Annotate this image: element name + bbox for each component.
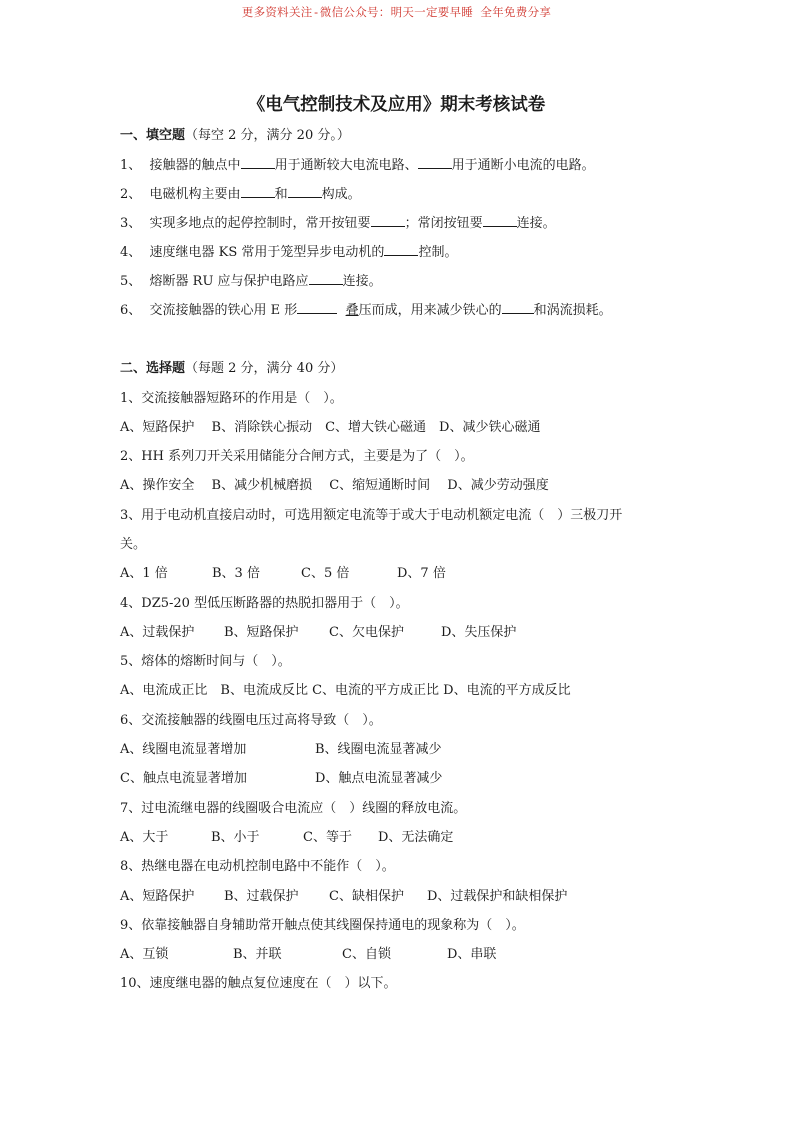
item-text: 控制。: [418, 245, 458, 260]
item-text: 叠: [345, 303, 359, 318]
option: A、1 倍: [120, 566, 168, 581]
item-number: 5、: [120, 274, 142, 289]
question-8-options: [120, 888, 620, 906]
question-1: 1、交流接触器短路环的作用是（ ）。: [120, 391, 343, 406]
item-text: ；常闭按钮要: [404, 216, 483, 231]
question-7: 7、过电流继电器的线圈吸合电流应（ ）线圈的释放电流。: [120, 801, 467, 816]
question-9: 9、依靠接触器自身辅助常开触点使其线圈保持通电的现象称为（ ）。: [120, 918, 525, 933]
answer-blank[interactable]: [297, 301, 337, 314]
question-4-options: [120, 624, 540, 642]
option: C、欠电保护: [329, 625, 404, 640]
item-text: 实现多地点的起停控制时，常开按钮要: [149, 216, 371, 231]
option: B、短路保护: [224, 625, 299, 640]
option: D、失压保护: [441, 625, 517, 640]
question-4: 4、DZ5-20 型低压断路器的热脱扣器用于（ ）。: [120, 596, 409, 611]
question-10: 10、速度继电器的触点复位速度在（ ）以下。: [120, 976, 397, 991]
answer-blank[interactable]: [418, 156, 452, 169]
section2-heading: 二、选择题: [120, 361, 186, 376]
section2-note: （每题 2 分，满分 40 分）: [185, 361, 344, 376]
promo-banner: 更多资料关注-微信公众号：明天一定要早睡 全年免费分享: [241, 5, 552, 19]
answer-blank[interactable]: [384, 243, 418, 256]
question-5: 5、熔体的熔断时间与（ ）。: [120, 654, 291, 669]
question-6-options-row1: [120, 741, 520, 759]
item-number: 1、: [120, 158, 142, 173]
item-text: 用于通断小电流的电路。: [451, 158, 595, 173]
item-text: 和涡流损耗。: [533, 303, 612, 318]
option: A、互锁: [120, 947, 169, 962]
question-6-options-row2: [120, 770, 520, 788]
option: D、串联: [447, 947, 497, 962]
option: C、等于: [303, 830, 352, 845]
item-text: 熔断器 RU 应与保护电路应: [149, 274, 309, 289]
fill-item-5: [120, 272, 382, 291]
question-9-options: [120, 946, 540, 964]
item-text: 电磁机构主要由: [149, 187, 241, 202]
question-5-options: A、电流成正比 B、电流成反比 C、电流的平方成正比 D、电流的平方成反比: [120, 683, 571, 698]
question-3-cont: 关。: [120, 537, 147, 552]
question-3: 3、用于电动机直接启动时，可选用额定电流等于或大于电动机额定电流（ ）三极刀开: [120, 508, 623, 523]
answer-blank[interactable]: [241, 185, 275, 198]
fill-item-3: [120, 214, 556, 233]
question-7-options: [120, 829, 520, 847]
option: B、3 倍: [212, 566, 260, 581]
answer-blank[interactable]: [288, 185, 322, 198]
answer-blank[interactable]: [371, 214, 405, 227]
question-6: 6、交流接触器的线圈电压过高将导致（ ）。: [120, 713, 382, 728]
option: A、大于: [120, 830, 169, 845]
item-text: 速度继电器 KS 常用于笼型异步电动机的: [149, 245, 385, 260]
item-text: 交流接触器的铁心用 E 形: [149, 303, 298, 318]
option: D、无法确定: [378, 830, 454, 845]
item-text: 压而成，用来减少铁心的: [358, 303, 502, 318]
option: C、5 倍: [301, 566, 350, 581]
option: D、触点电流显著减少: [315, 771, 443, 786]
fill-item-4: [120, 243, 457, 262]
option: B、线圈电流显著减少: [315, 742, 442, 757]
section2-heading-line: [120, 360, 343, 378]
answer-blank[interactable]: [309, 272, 343, 285]
option: A、线圈电流显著增加: [120, 742, 247, 757]
item-text: 接触器的触点中: [149, 158, 241, 173]
question-8: 8、热继电器在电动机控制电路中不能作（ ）。: [120, 859, 395, 874]
option: D、7 倍: [397, 566, 446, 581]
answer-blank[interactable]: [483, 214, 517, 227]
option: B、过载保护: [224, 889, 299, 904]
section1-heading: 一、填空题: [120, 128, 186, 143]
option: A、过载保护: [120, 625, 195, 640]
page-title: 《电气控制技术及应用》期末考核试卷: [247, 95, 546, 115]
option: D、过载保护和缺相保护: [427, 889, 568, 904]
item-text: 连接。: [342, 274, 382, 289]
option: C、触点电流显著增加: [120, 771, 247, 786]
item-number: 4、: [120, 245, 142, 260]
option: B、并联: [233, 947, 282, 962]
option: C、自锁: [342, 947, 391, 962]
question-2-options: A、操作安全 B、减少机械磨损 C、缩短通断时间 D、减少劳动强度: [120, 478, 549, 493]
option: C、缺相保护: [329, 889, 404, 904]
answer-blank[interactable]: [241, 156, 275, 169]
item-number: 3、: [120, 216, 142, 231]
fill-item-1: [120, 156, 595, 175]
fill-item-6: [120, 301, 612, 320]
question-3-options: [120, 565, 520, 583]
item-number: 6、: [120, 303, 142, 318]
item-text: 构成。: [321, 187, 361, 202]
question-1-options: A、短路保护 B、消除铁心振动 C、增大铁心磁通 D、减少铁心磁通: [120, 420, 541, 435]
item-text: 用于通断较大电流电路、: [274, 158, 418, 173]
option: B、小于: [211, 830, 260, 845]
answer-blank[interactable]: [502, 301, 534, 314]
section1-note: （每空 2 分，满分 20 分。）: [185, 128, 350, 143]
item-text: 和: [274, 187, 288, 202]
section1-heading-line: [120, 127, 350, 145]
item-text: 连接。: [516, 216, 556, 231]
question-2: 2、HH 系列刀开关采用储能分合闸方式，主要是为了（ ）。: [120, 449, 474, 464]
item-number: 2、: [120, 187, 142, 202]
fill-item-2: [120, 185, 361, 204]
option: A、短路保护: [120, 889, 195, 904]
